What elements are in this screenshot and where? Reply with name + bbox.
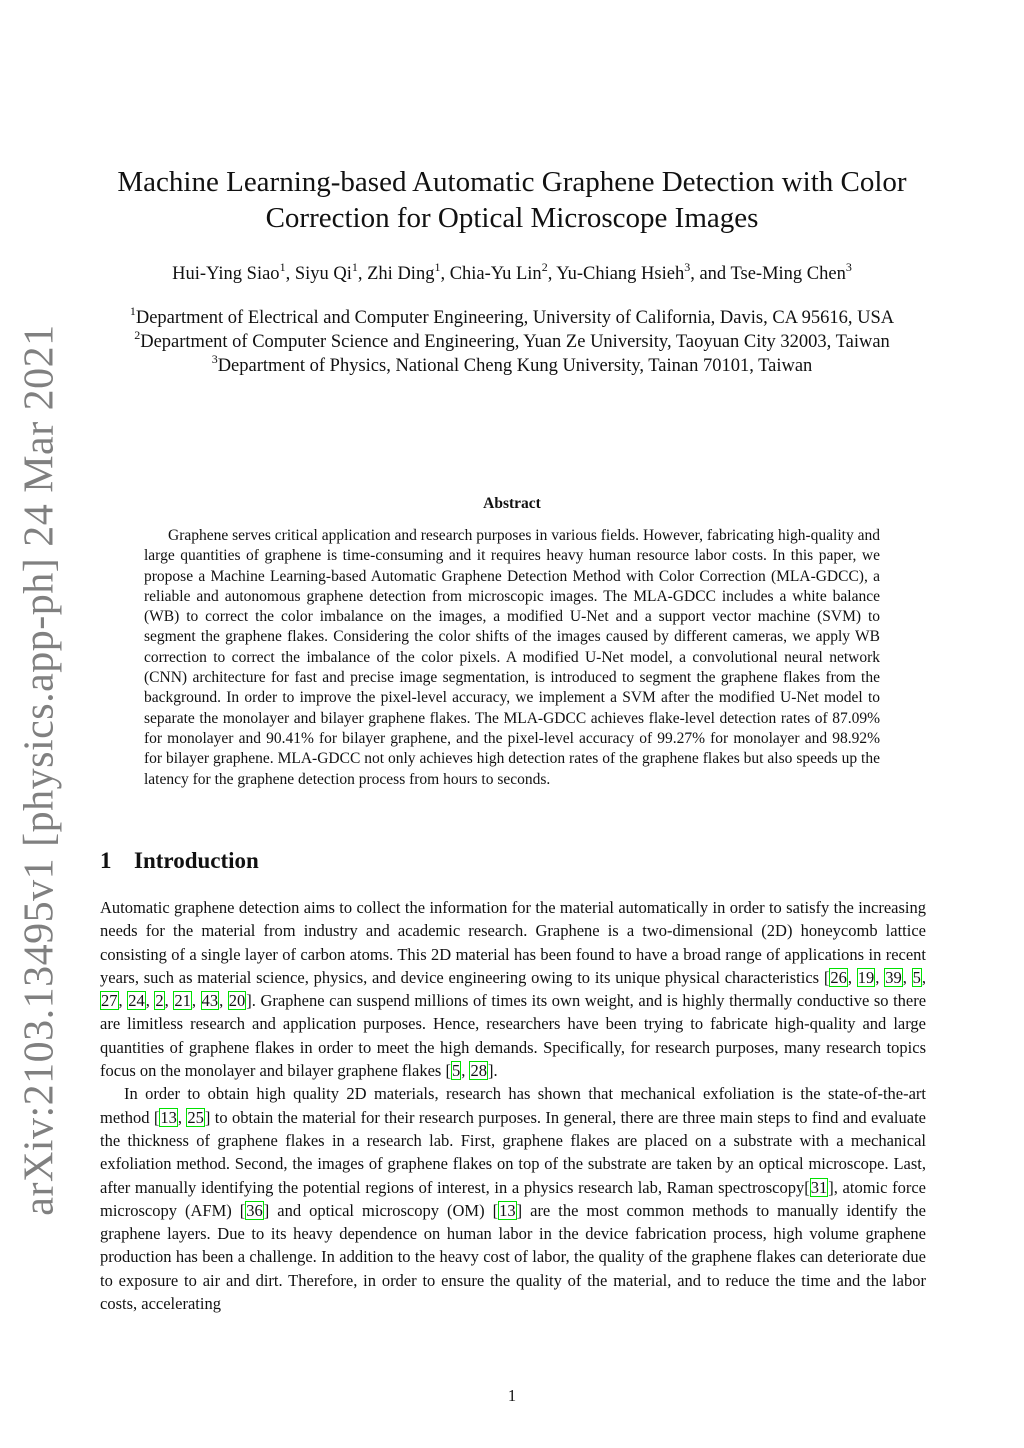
paragraph-text: ,: [191, 991, 201, 1011]
affiliation-entry: [96, 327, 928, 354]
paragraph-text: ] to obtain the material for their research purposes. In general, there are three main steps to find and evaluate the thickness of graphene flakes in a research lab. First, graphene flakes are placed on a substrate with a mechanical exfoliation method. Second, the images of graphene flakes on top of the substrate are taken by an optical microscope. Last, after manually identifying the potential regions of interest, in a physics research lab, Raman spectroscopy[: [100, 1107, 926, 1197]
author-affiliation-marker: 1: [351, 259, 358, 274]
citation-link[interactable]: 31: [810, 1177, 828, 1197]
author-name: Chia-Yu Lin: [449, 264, 542, 284]
introduction-body: [100, 896, 926, 1315]
author-name: Yu-Chiang Hsieh: [556, 264, 685, 284]
author-name: Zhi Ding: [367, 264, 435, 284]
citation-link[interactable]: 24: [128, 991, 145, 1011]
author-affiliation-marker: 1: [434, 259, 441, 274]
paragraph-text: ,: [164, 991, 174, 1011]
author-separator: ,: [285, 264, 295, 284]
abstract-text: Graphene serves critical application and research purposes in various fields. However, fabricating high-quality and large quantities of graphene is time-consuming and it requires heavy human resource labor costs. In this paper, we propose a Machine Learning-based Automatic Graphene Detection Method with Color Correction (MLA-GDCC), a reliable and autonomous graphene detection from microscopic images. The MLA-GDCC includes a white balance (WB) to correct the color imbalance on the images, a modified U-Net and a support vector machine (SVM) to segment the graphene flakes. Considering the color shifts of the images caused by different cameras, we apply WB correction to correct the imbalance of the color pixels. A modified U-Net model, a convolutional neural network (CNN) architecture for fast and precise image segmentation, is introduced to segment the graphene flakes from the background. In order to improve the pixel-level accuracy, we implement a SVM after the modified U-Net model to separate the monolayer and bilayer graphene flakes. The MLA-GDCC achieves flake-level detection rates of 87.09% for monolayer and 90.41% for bilayer graphene, and the pixel-level accuracy of 99.27% for monolayer and 98.92% for bilayer graphene. MLA-GDCC not only achieves high detection rates of the graphene flakes but also speeds up the latency for the graphene detection process from hours to seconds.: [144, 527, 880, 788]
author-separator: ,: [440, 264, 450, 284]
author-name: Hui-Ying Siao: [172, 264, 280, 284]
abstract-heading: Abstract: [483, 495, 541, 512]
paragraph-text: ], atomic force microscopy (AFM) [: [100, 1177, 927, 1220]
citation-link[interactable]: 39: [885, 967, 902, 987]
paragraph-text: In order to obtain high quality 2D materials, research has shown that mechanical exfoliation is the state-of-the-art method [: [100, 1084, 926, 1127]
paragraph-text: ]. Graphene can suspend millions of times its own weight, and is highly thermally conductive so there are limitless research and application purposes. Hence, researchers have been trying to fabricate high-quality and large quantities of graphene flakes in order to meet the high demands. Specifically, for research purposes, many research topics focus on the monolayer and bilayer graphene flakes [: [100, 991, 927, 1081]
citation-link[interactable]: 26: [830, 967, 847, 987]
title-line-1: Machine Learning-based Automatic Graphene Detection with Color: [117, 166, 907, 198]
author-affiliation-marker: 3: [684, 259, 691, 274]
body-paragraph: [100, 1082, 926, 1315]
paragraph-text: ] are the most common methods to manually identify the graphene layers. Due to its heavy dependence on human labor in the device fabrication process, high volume graphene production has been a challenge. In addition to the heavy cost of labor, the quality of the graphene flakes can deteriorate due to exposure to air and dirt. Therefore, in order to ensure the quality of the material, and to reduce the time and the labor costs, accelerating: [100, 1200, 926, 1314]
citation-link[interactable]: 20: [228, 991, 246, 1011]
author-separator: ,: [357, 264, 368, 284]
citation-link[interactable]: 36: [246, 1200, 263, 1220]
author-separator: ,: [547, 264, 557, 284]
paragraph-text: ] and optical microscopy (OM) [: [263, 1200, 499, 1220]
arxiv-identifier-stamp: [4, 324, 76, 1216]
citation-link[interactable]: 43: [201, 991, 219, 1011]
citation-link[interactable]: 13: [160, 1107, 177, 1127]
affiliation-text: Department of Electrical and Computer Engineering, University of California, Davis, CA 95616, USA: [135, 308, 895, 328]
section-heading: [100, 846, 920, 876]
affiliation-list: [96, 303, 928, 378]
affiliation-number: 2: [134, 327, 141, 342]
citation-link[interactable]: 25: [187, 1107, 204, 1127]
affiliation-number: 1: [129, 303, 136, 318]
affiliation-number: 3: [211, 351, 218, 366]
paragraph-text: ,: [145, 991, 155, 1011]
affiliation-text: Department of Physics, National Cheng Kung University, Tainan 70101, Taiwan: [217, 356, 813, 376]
author-separator: , and: [690, 264, 731, 284]
citation-link[interactable]: 2: [155, 991, 164, 1011]
paragraph-text: ,: [902, 967, 912, 987]
author-affiliation-marker: 1: [279, 259, 286, 274]
paragraph-text: ,: [219, 991, 228, 1011]
paragraph-text: ,: [177, 1107, 187, 1127]
paragraph-text: ,: [461, 1061, 470, 1081]
paragraph-text: ,: [921, 967, 927, 987]
citation-link[interactable]: 5: [912, 967, 921, 987]
author-list: [96, 259, 928, 286]
paragraph-text: ].: [487, 1061, 498, 1081]
body-paragraph: [100, 896, 926, 1082]
citation-link[interactable]: 13: [499, 1200, 516, 1220]
author-affiliation-marker: 2: [541, 259, 548, 274]
section-number: 1: [100, 848, 112, 873]
paragraph-text: Automatic graphene detection aims to collect the information for the material automatically in order to satisfy the increasing needs for the material from industry and academic research. Graphene is a two-dimensional (2D) honeycomb lattice consisting of a single layer of carbon atoms. This 2D material has been found to have a broad range of applications in recent years, such as material science, physics, and device engineering owing to its unique physical characteristics [: [100, 898, 926, 987]
title-line-2: Correction for Optical Microscope Images: [265, 202, 759, 234]
paragraph-text: ,: [118, 991, 128, 1011]
citation-link[interactable]: 21: [174, 991, 191, 1011]
author-name: Siyu Qi: [294, 264, 352, 284]
paper-title: [96, 164, 928, 236]
arxiv-identifier-text: arXiv:2103.13495v1 [physics.app-ph] 24 Mar 2021: [17, 324, 63, 1216]
citation-link[interactable]: 19: [857, 967, 875, 987]
author-affiliation-marker: 3: [845, 259, 852, 274]
citation-link[interactable]: 27: [101, 991, 118, 1011]
affiliation-text: Department of Computer Science and Engineering, Yuan Ze University, Taoyuan City 32003, Taiwan: [140, 332, 890, 352]
affiliation-entry: [96, 351, 928, 378]
page-number: 1: [507, 1386, 517, 1405]
section-title: Introduction: [134, 848, 259, 873]
paragraph-text: ,: [875, 967, 885, 987]
citation-link[interactable]: 5: [451, 1061, 461, 1081]
author-name: Tse-Ming Chen: [730, 264, 846, 284]
citation-link[interactable]: 28: [470, 1061, 487, 1081]
affiliation-entry: [96, 303, 928, 330]
paragraph-text: ,: [847, 967, 857, 987]
